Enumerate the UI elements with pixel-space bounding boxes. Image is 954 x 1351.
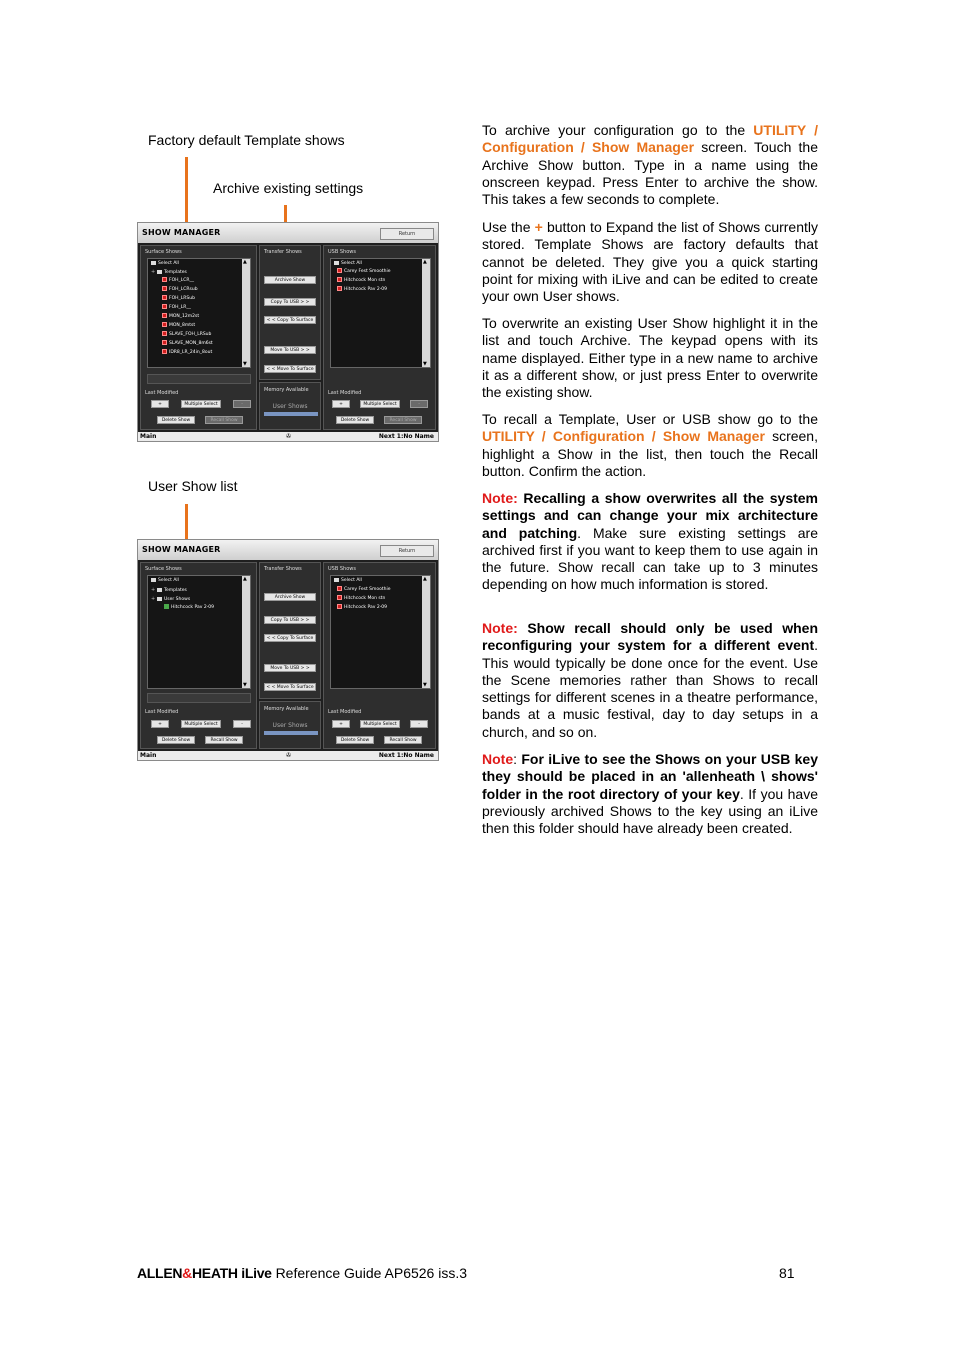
surface-shows-panel [140, 562, 257, 749]
list-item[interactable]: FOH_LRSub [162, 295, 195, 303]
surface-shows-panel [140, 245, 257, 430]
list-item[interactable]: + Templates [151, 269, 187, 275]
page-number: 81 [779, 1265, 795, 1281]
show-icon [162, 340, 167, 345]
brand-logo: ALLEN&HEATH iLive [137, 1265, 272, 1281]
last-modified-label: Last Modified [328, 390, 362, 396]
list-item[interactable]: Carey Fest Smoothie [337, 268, 391, 276]
show-icon [337, 586, 342, 591]
footer-icon: ✇ [286, 752, 292, 759]
delete-show-button[interactable]: Delete Show [157, 416, 195, 424]
return-button[interactable]: Return [380, 545, 434, 557]
caption-user-show-list: User Show list [148, 478, 238, 494]
paragraph-expand: Use the + button to Expand the list of Shows currently stored. Template Shows are factory defaults that cannot be deleted. They give you a quick starting point for mixing with iLive and can be edited to create your own User shows. [482, 219, 819, 305]
copy-to-usb-button[interactable]: Copy To USB > > [264, 616, 316, 624]
folder-icon [157, 597, 162, 601]
selection-strip [147, 693, 251, 703]
expand-icon: + [151, 587, 156, 593]
note-label: Note: [482, 490, 518, 506]
show-icon [337, 286, 342, 291]
return-button[interactable]: Return [380, 228, 434, 240]
list-item[interactable]: Hitchcock Mon stn [337, 277, 385, 285]
list-item[interactable]: Select All [151, 577, 179, 585]
collapse-button[interactable]: - [410, 400, 428, 408]
memory-available-label: Memory Available [264, 387, 309, 393]
list-item[interactable]: Select All [334, 577, 362, 585]
move-to-usb-button[interactable]: Move To USB > > [264, 664, 316, 672]
show-icon [162, 295, 167, 300]
memory-panel [259, 701, 321, 749]
memory-value: User Shows [272, 722, 308, 729]
show-icon [337, 595, 342, 600]
user-show-icon [164, 604, 169, 609]
expand-icon: + [151, 269, 156, 275]
list-item[interactable]: Hitchcock Pav 2-09 [164, 604, 214, 612]
note-label: Note: [482, 620, 518, 636]
show-icon [162, 349, 167, 354]
page-footer [137, 1265, 467, 1281]
expand-button[interactable]: + [332, 720, 350, 728]
collapse-button[interactable]: - [233, 400, 251, 408]
footer-next: Next 1:No Name [378, 433, 434, 440]
folder-icon [334, 261, 339, 265]
footer-main: Main [140, 752, 157, 759]
show-icon [162, 286, 167, 291]
show-manager-screen-templates [137, 222, 439, 442]
paragraph-archive: To archive your configuration go to the UTILITY / Configuration / Show Manager screen. Touch the Archive Show button. Type in a name using the onscreen keypad. Press Enter to archive the show. This takes a few seconds to complete. [482, 122, 818, 208]
scrollbar[interactable] [422, 259, 430, 367]
list-item[interactable]: + User Shows [151, 596, 191, 602]
note-recall-usage: Note: Show recall should only be used when reconfiguring your system for a different event. This would typically be done once for the event. Use the Scene memories rather than Shows to recall settings for different scenes in a theatre performance, bands at a music festival, day to day setups in a church, and so on. [482, 620, 818, 740]
menu-path-link: UTILITY / Configuration / Show Manager [482, 122, 818, 156]
recall-show-button[interactable]: Recall Show [384, 736, 422, 744]
scrollbar[interactable] [242, 576, 250, 688]
folder-icon [334, 578, 339, 582]
list-item[interactable]: Hitchcock Pav 2-09 [337, 604, 387, 612]
move-to-surface-button[interactable]: < < Move To Surface [264, 683, 316, 691]
transfer-shows-panel [259, 562, 321, 699]
recall-show-button[interactable]: Recall Show [205, 416, 243, 424]
transfer-shows-label: Transfer Shows [264, 566, 302, 572]
copy-to-surface-button[interactable]: < < Copy To Surface [264, 634, 316, 642]
scrollbar[interactable] [422, 576, 430, 688]
surface-shows-list[interactable] [147, 575, 251, 689]
expand-button[interactable]: + [332, 400, 350, 408]
screen-title: SHOW MANAGER [142, 228, 221, 237]
recall-show-button[interactable]: Recall Show [384, 416, 422, 424]
folder-icon [151, 578, 156, 582]
show-icon [162, 277, 167, 282]
transfer-shows-panel [259, 245, 321, 380]
memory-available-label: Memory Available [264, 706, 309, 712]
list-item[interactable]: FOH_LCR__ [162, 277, 194, 285]
move-to-usb-button[interactable]: Move To USB > > [264, 346, 316, 354]
paragraph-overwrite: To overwrite an existing User Show highlight it in the list and touch Archive. The keypad opens with its name displayed. Either type in a new name to archive it as a different show, or just press Enter to overwrite the existing show. [482, 315, 818, 401]
screen-header [138, 223, 438, 243]
surface-shows-label: Surface Shows [145, 566, 182, 572]
show-icon [337, 604, 342, 609]
list-item[interactable]: Hitchcock Pav 2-09 [337, 286, 387, 294]
multiple-select-button[interactable]: Multiple Select [360, 720, 400, 728]
delete-show-button[interactable]: Delete Show [336, 416, 374, 424]
folder-icon [151, 261, 156, 265]
move-to-surface-button[interactable]: < < Move To Surface [264, 365, 316, 373]
multiple-select-button[interactable]: Multiple Select [181, 720, 221, 728]
list-item[interactable]: MON_8mtst [162, 322, 195, 330]
plus-symbol: + [534, 219, 543, 235]
folder-icon [157, 588, 162, 592]
show-icon [162, 331, 167, 336]
last-modified-label: Last Modified [145, 390, 179, 396]
archive-show-button[interactable]: Archive Show [264, 276, 316, 284]
list-item[interactable]: Hitchcock Mon stn [337, 595, 385, 603]
usb-shows-list[interactable] [330, 575, 431, 689]
expand-button[interactable]: + [151, 400, 169, 408]
screen-footer [138, 751, 438, 760]
list-item[interactable]: Select All [334, 260, 362, 268]
footer-icon: ✇ [286, 433, 292, 440]
collapse-button[interactable]: - [410, 720, 428, 728]
list-item[interactable]: FOH_LCRsub [162, 286, 198, 294]
show-icon [162, 322, 167, 327]
show-manager-screen-user [137, 539, 439, 761]
selection-strip [147, 374, 251, 384]
caption-factory-default: Factory default Template shows [148, 132, 345, 148]
show-icon [337, 268, 342, 273]
usb-shows-list[interactable] [330, 258, 431, 368]
collapse-button[interactable]: - [233, 720, 251, 728]
recall-show-button[interactable]: Recall Show [205, 736, 243, 744]
guide-title: Reference Guide AP6526 iss.3 [275, 1265, 468, 1281]
list-item[interactable]: FOH_LR__ [162, 304, 191, 312]
memory-value: User Shows [272, 403, 308, 410]
list-item[interactable]: SLAVE_MON_8m6st [162, 340, 213, 348]
note-usb-folder: Note: For iLive to see the Shows on your USB key they should be placed in an 'allenheath \ shows' folder in the root directory of your key. If you have previously archived Shows to the key using an iLive then this folder should have already been created. [482, 751, 819, 837]
delete-show-button[interactable]: Delete Show [336, 736, 374, 744]
show-icon [162, 313, 167, 318]
note-label: Note [482, 751, 514, 767]
usb-shows-panel [323, 562, 436, 749]
copy-to-surface-button[interactable]: < < Copy To Surface [264, 316, 316, 324]
note-recall-overwrites: Note: Recalling a show overwrites all the system settings and can change your mix architecture and patching. Make sure existing settings are archived first if you want to keep them to use again in the future. Show recall can take up to 3 minutes depending on how much information is stored. [482, 490, 818, 593]
show-icon [337, 277, 342, 282]
scrollbar[interactable] [242, 259, 250, 367]
list-item[interactable]: Carey Fest Smoothie [337, 586, 391, 594]
expand-icon: + [151, 596, 156, 602]
usb-shows-label: USB Shows [328, 566, 356, 572]
archive-show-button[interactable]: Archive Show [264, 593, 316, 601]
multiple-select-button[interactable]: Multiple Select [360, 400, 400, 408]
surface-shows-label: Surface Shows [145, 249, 182, 255]
list-item[interactable]: MON_12m2st [162, 313, 199, 321]
memory-panel [259, 382, 321, 430]
show-icon [162, 304, 167, 309]
expand-button[interactable]: + [151, 720, 169, 728]
list-item[interactable]: Select All [151, 260, 179, 268]
memory-bar [264, 412, 318, 416]
caption-archive-existing: Archive existing settings [213, 180, 364, 196]
multiple-select-button[interactable]: Multiple Select [181, 400, 221, 408]
folder-icon [157, 270, 162, 274]
list-item[interactable]: + Templates [151, 587, 187, 593]
last-modified-label: Last Modified [145, 709, 179, 715]
paragraph-recall: To recall a Template, User or USB show go to the UTILITY / Configuration / Show Manager screen, highlight a Show in the list, then touch the Recall button. Confirm the action. [482, 411, 818, 479]
delete-show-button[interactable]: Delete Show [157, 736, 195, 744]
memory-bar [264, 731, 318, 735]
usb-shows-label: USB Shows [328, 249, 356, 255]
transfer-shows-label: Transfer Shows [264, 249, 302, 255]
usb-shows-panel [323, 245, 436, 430]
menu-path-link: UTILITY / Configuration / Show Manager [482, 428, 765, 445]
screen-header [138, 540, 438, 560]
footer-main: Main [140, 433, 157, 440]
list-item[interactable]: SLAVE_FOH_LRSub [162, 331, 211, 339]
surface-shows-list[interactable] [147, 258, 251, 368]
screen-footer [138, 432, 438, 441]
list-item[interactable]: IDR8_LR_24in_8out [162, 349, 212, 357]
screen-title: SHOW MANAGER [142, 545, 221, 554]
copy-to-usb-button[interactable]: Copy To USB > > [264, 298, 316, 306]
footer-next: Next 1:No Name [378, 752, 434, 759]
last-modified-label: Last Modified [328, 709, 362, 715]
